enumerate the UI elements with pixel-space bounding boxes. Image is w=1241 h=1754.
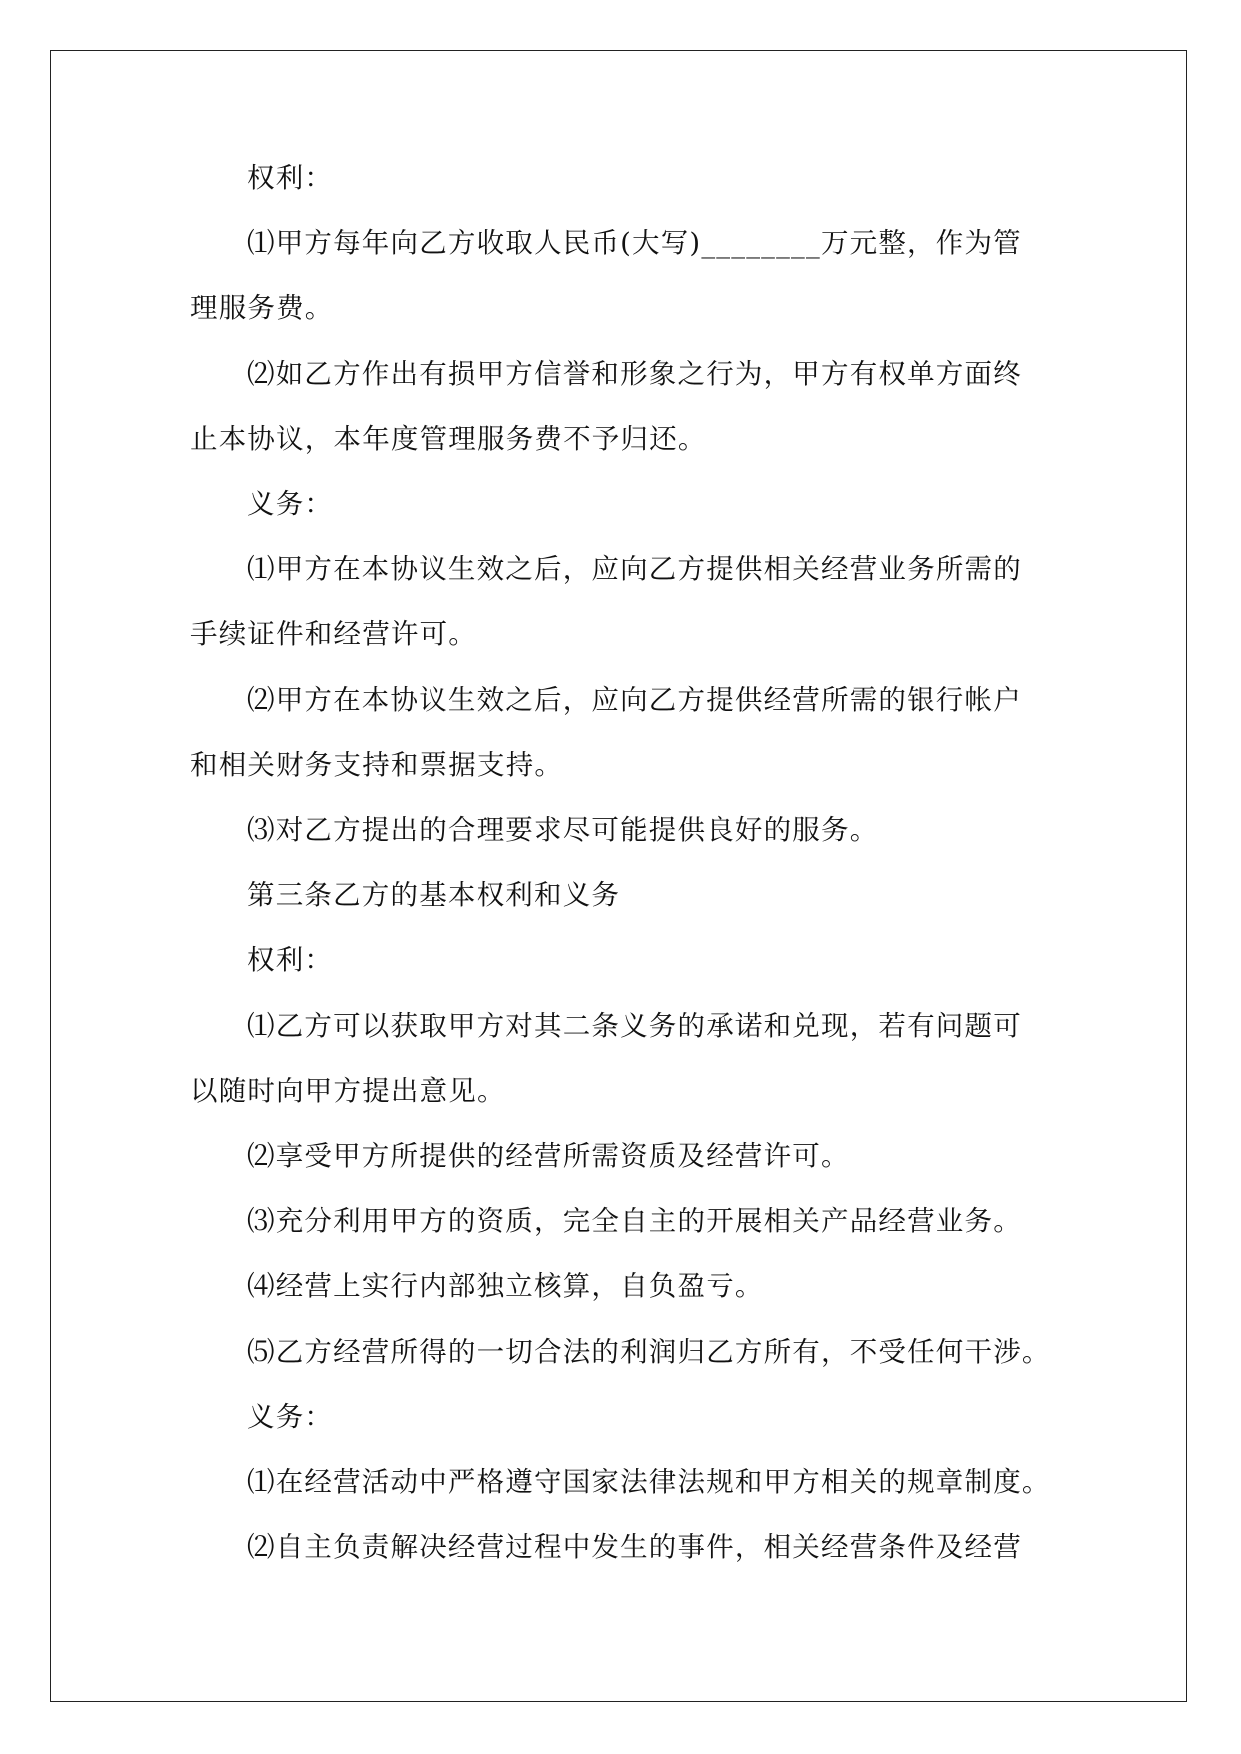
- paragraph-line: ⑷经营上实行内部独立核算，自负盈亏。: [247, 1270, 764, 1302]
- paragraph-line: ⑴甲方每年向乙方收取人民币(大写)________万元整，作为管: [247, 227, 1022, 259]
- paragraph-line: 以随时向甲方提出意见。: [190, 1075, 506, 1107]
- paragraph-line: ⑴甲方在本协议生效之后，应向乙方提供相关经营业务所需的: [247, 553, 1022, 585]
- paragraph-line: ⑵如乙方作出有损甲方信誉和形象之行为，甲方有权单方面终: [247, 358, 1022, 390]
- section-heading: 第三条乙方的基本权利和义务: [247, 879, 621, 911]
- paragraph-line: ⑴乙方可以获取甲方对其二条义务的承诺和兑现，若有问题可: [247, 1010, 1022, 1042]
- paragraph-line: ⑸乙方经营所得的一切合法的利润归乙方所有，不受任何干涉。: [247, 1336, 1051, 1368]
- paragraph-line: ⑵享受甲方所提供的经营所需资质及经营许可。: [247, 1140, 850, 1172]
- paragraph-line: 手续证件和经营许可。: [190, 618, 477, 650]
- paragraph-line: ⑴在经营活动中严格遵守国家法律法规和甲方相关的规章制度。: [247, 1466, 1051, 1498]
- paragraph-line: 和相关财务支持和票据支持。: [190, 749, 564, 781]
- paragraph-line: 理服务费。: [190, 292, 334, 324]
- paragraph-line: 义务：: [247, 488, 334, 520]
- paragraph-line: 止本协议，本年度管理服务费不予归还。: [190, 423, 707, 455]
- paragraph-line: 权利：: [247, 944, 334, 976]
- paragraph-line: ⑵甲方在本协议生效之后，应向乙方提供经营所需的银行帐户: [247, 684, 1022, 716]
- paragraph-line: 权利：: [247, 162, 334, 194]
- paragraph-line: 义务：: [247, 1401, 334, 1433]
- paragraph-line: ⑵自主负责解决经营过程中发生的事件，相关经营条件及经营: [247, 1531, 1022, 1563]
- paragraph-line: ⑶充分利用甲方的资质，完全自主的开展相关产品经营业务。: [247, 1205, 1022, 1237]
- paragraph-line: ⑶对乙方提出的合理要求尽可能提供良好的服务。: [247, 814, 879, 846]
